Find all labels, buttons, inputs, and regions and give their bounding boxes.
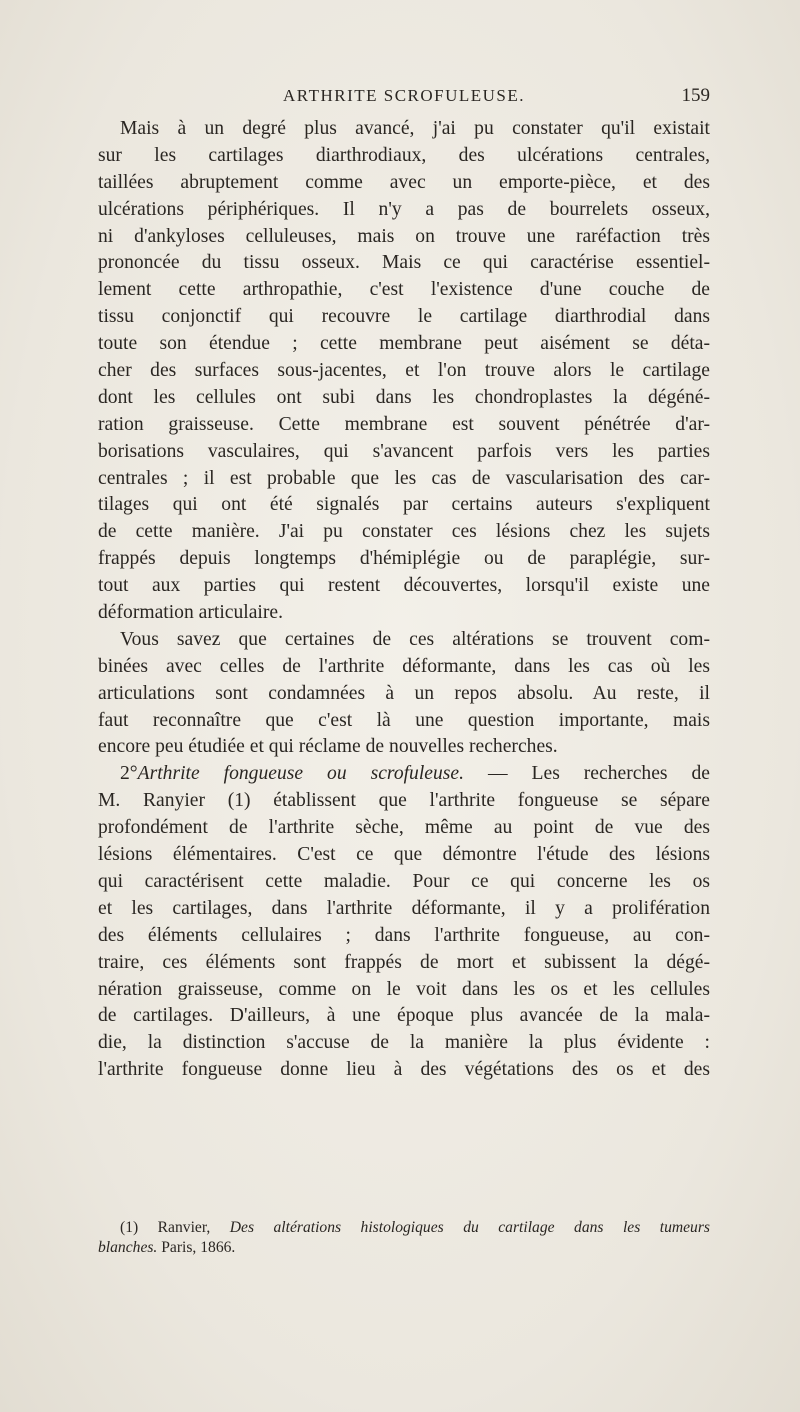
text-line: qui caractérisent cette maladie. Pour ce qui concerne les os (98, 870, 710, 892)
text-line: et les cartilages, dans l'arthrite déformante, il y a prolifération (98, 897, 710, 919)
text-line: nération graisseuse, comme on le voit dans les os et les cellules (98, 978, 710, 1000)
text-line: lésions élémentaires. C'est ce que démontre l'étude des lésions (98, 844, 710, 866)
text-line: profondément de l'arthrite sèche, même au point de vue des (98, 817, 710, 839)
footnote-author: Ranvier, (138, 1219, 230, 1236)
text-line: des éléments cellulaires ; dans l'arthrite fongueuse, au con- (98, 924, 710, 946)
text-line: Vous savez que certaines de ces altérations se trouvent com- (120, 628, 710, 650)
text-line: M. Ranyier (1) établissent que l'arthrite fongueuse se sépare (98, 790, 710, 812)
section-number: 2° (120, 763, 138, 785)
text-line: faut reconnaître que c'est là une question importante, mais (98, 709, 710, 731)
footnote-title: Des altérations histologiques du cartilage dans les tumeurs (229, 1219, 710, 1236)
text-line: traire, ces éléments sont frappés de mort et subissent la dégé- (98, 951, 710, 973)
text-line: de cartilages. D'ailleurs, à une époque plus avancée de la mala- (98, 1005, 710, 1027)
footnote-line (98, 1238, 710, 1258)
body-text (98, 116, 710, 1084)
text-line: déformation articulaire. (98, 602, 283, 624)
footnote-number: (1) (120, 1219, 139, 1236)
section-heading-line (98, 761, 710, 788)
text-line: borisations vasculaires, qui s'avancent parfois vers les parties (98, 440, 710, 462)
text-line: taillées abruptement comme avec un emporte-pièce, et des (98, 171, 710, 193)
text-line: centrales ; il est probable que les cas de vascularisation des car- (98, 467, 710, 489)
text-line: ulcérations périphériques. Il n'y a pas de bourrelets osseux, (98, 198, 710, 220)
footnote-title-continued: blanches. (98, 1239, 158, 1256)
text-line: ration graisseuse. Cette membrane est souvent pénétrée d'ar- (98, 413, 710, 435)
footnote-publication: Paris, 1866. (157, 1239, 236, 1256)
text-line: die, la distinction s'accuse de la manière la plus évidente : (98, 1032, 710, 1054)
text-line: cher des surfaces sous-jacentes, et l'on trouve alors le cartilage (98, 360, 710, 382)
text-line: dont les cellules ont subi dans les chondroplastes la dégéné- (98, 386, 710, 408)
text-line: tissu conjonctif qui recouvre le cartilage diarthrodial dans (98, 306, 710, 328)
text-line: binées avec celles de l'arthrite déformante, dans les cas où les (98, 655, 710, 677)
text-line: tout aux parties qui restent découvertes, lorsqu'il existe une (98, 575, 710, 597)
section-title: Arthrite fongueuse ou scrofuleuse. (137, 763, 465, 785)
text-line: frappés depuis longtemps d'hémiplégie ou de paraplégie, sur- (98, 548, 710, 570)
text-line: Mais à un degré plus avancé, j'ai pu constater qu'il existait (120, 118, 710, 139)
text-line: encore peu étudiée et qui réclame de nouvelles recherches. (98, 736, 558, 758)
text-line: de cette manière. J'ai pu constater ces lésions chez les sujets (98, 521, 710, 543)
text-line: toute son étendue ; cette membrane peut aisément se déta- (98, 333, 710, 355)
text-line: sur les cartilages diarthrodiaux, des ulcérations centrales, (98, 144, 710, 166)
page-number: 159 (681, 85, 710, 106)
text-line: ni d'ankyloses celluleuses, mais on trouve une raréfaction très (98, 225, 710, 247)
text-line: prononcée du tissu osseux. Mais ce qui caractérise essentiel- (98, 252, 710, 274)
running-title: ARTHRITE SCROFULEUSE. (282, 86, 526, 105)
text-line: lement cette arthropathie, c'est l'existence d'une couche de (98, 279, 710, 301)
footnotes (98, 1218, 710, 1258)
text-line: l'arthrite fongueuse donne lieu à des végétations des os et des (98, 1059, 710, 1081)
text-line: tilages qui ont été signalés par certains auteurs s'expliquent (98, 494, 710, 516)
text-line: articulations sont condamnées à un repos absolu. Au reste, il (98, 682, 710, 704)
section-heading-rest: — Les recherches de (464, 763, 710, 785)
footnote-line (98, 1218, 710, 1238)
page-header (98, 86, 710, 110)
